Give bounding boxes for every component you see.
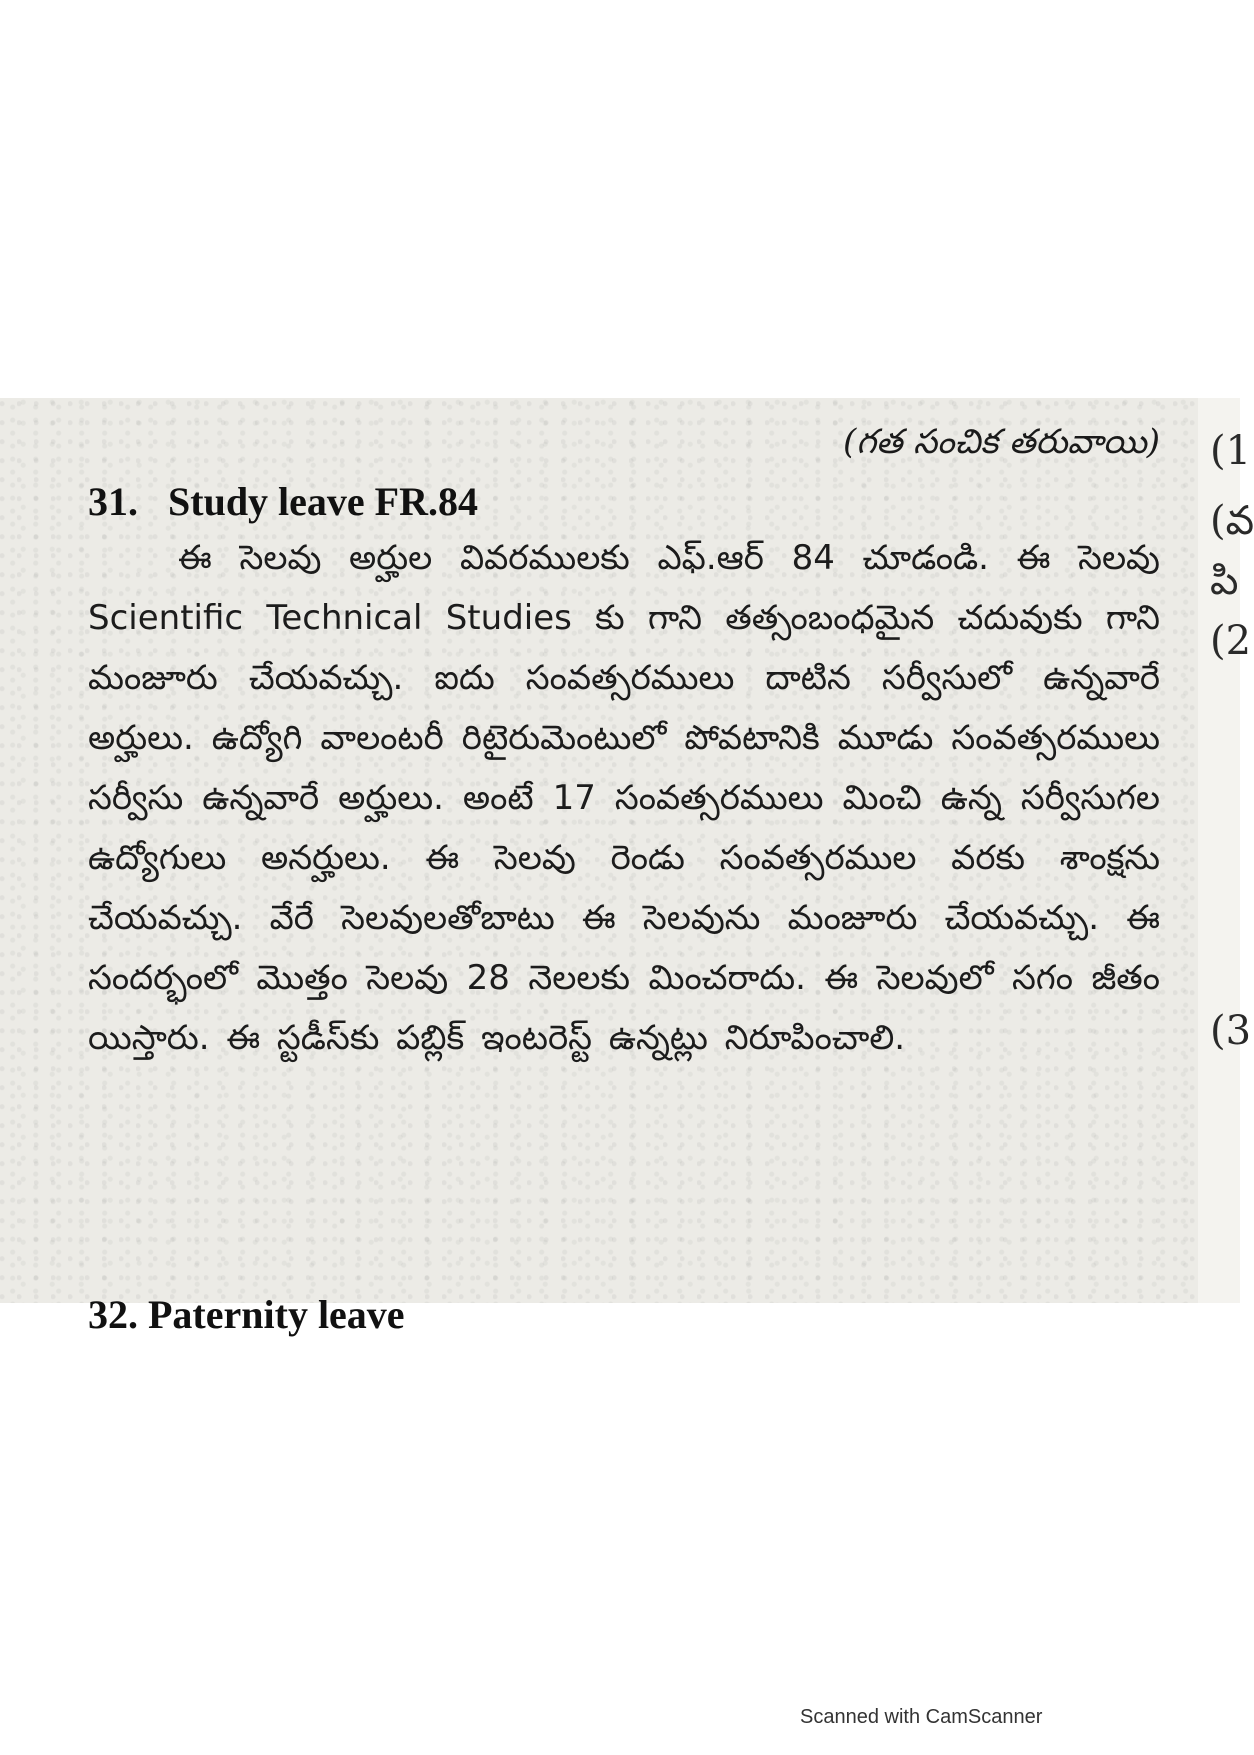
margin-fragment: (1 (1210, 428, 1252, 474)
section-title: Study leave FR.84 (168, 479, 478, 524)
scanned-page (0, 398, 1254, 1337)
margin-fragment: (వ (1210, 498, 1254, 544)
camscanner-watermark: Scanned with CamScanner (800, 1706, 1043, 1728)
margin-fragment: పి (1210, 558, 1239, 604)
next-heading-partial: 32. Paternity leave (88, 1292, 405, 1337)
section-number: 31. (88, 479, 138, 524)
margin-fragment: (3 (1210, 1008, 1252, 1054)
continuation-note: (గత సంచిక తరువాయి) (842, 422, 1160, 462)
body-paragraph: ఈ సెలవు అర్హుల వివరములకు ఎఫ్.ఆర్ 84 చూడండి. ఈ సెలవు Scientific Technical Studies కు గాని తత్సంబంధమైన చదువుకు గాని మంజూరు చేయవచ్చు. ఐదు సంవత్సరములు దాటిన సర్వీసులో ఉన్నవారే అర్హులు. ఉద్యోగి వాలంటరీ రిటైరుమెంటులో పోవటానికి మూడు సంవత్సరములు సర్వీసు ఉన్నవారే అర్హులు. అంటే 17 సంవత్సరములు మించి ఉన్న సర్వీసుగల ఉద్యోగులు అనర్హులు. ఈ సెలవు రెండు సంవత్సరముల వరకు శాంక్షను చేయవచ్చు. వేరే సెలవులతోబాటు ఈ సెలవును మంజూరు చేయవచ్చు. ఈ సందర్భంలో మొత్తం సెలవు 28 నెలలకు మించరాదు. ఈ సెలవులో సగం జీతం యిస్తారు. ఈ స్టడీస్‌కు పబ్లిక్ ఇంటరెస్ట్ ఉన్నట్లు నిరూపించాలి. (88, 538, 1160, 1058)
right-margin-column (1198, 398, 1254, 1303)
margin-fragment: (2 (1210, 618, 1252, 664)
section-heading (88, 478, 478, 525)
